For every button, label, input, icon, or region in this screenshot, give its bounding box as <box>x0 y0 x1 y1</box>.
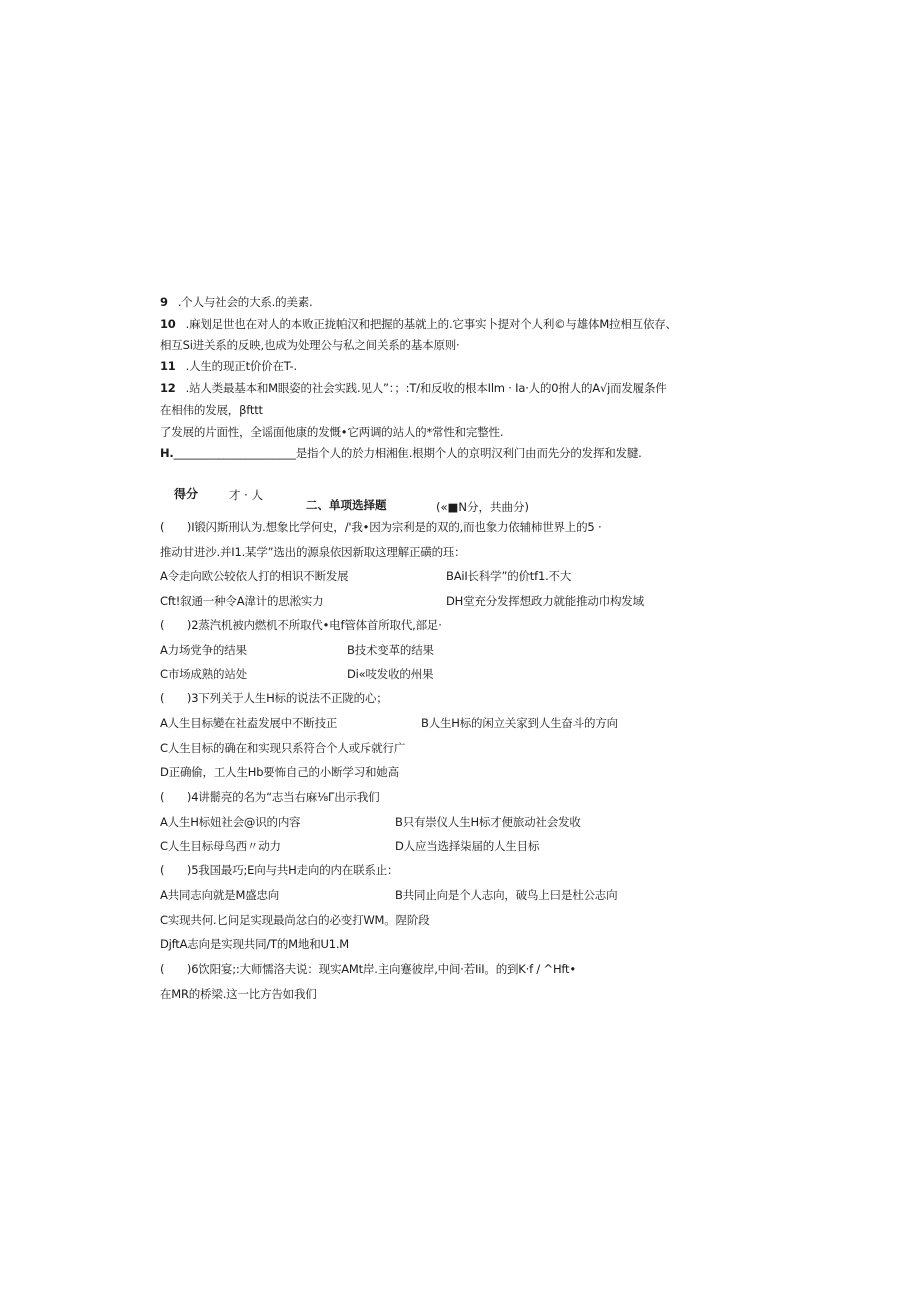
q11-text: .人生的现正t价价在T-. <box>185 359 297 373</box>
q12-continuation-1: 在相伟的发展，βfttt <box>160 403 263 417</box>
question-6-text: 6饮阳宴;:大师懦洛夫说：现实AMt岸.主向蹇彼岸,中间·若IiI。的到K·f / ^Hft• <box>191 962 576 976</box>
question-2-option-b: B技术变革的结果 <box>347 643 434 657</box>
q9-line <box>160 295 312 309</box>
question-2-text: 2蒸汽机被内燃机不所取代•电f管体首所取代,部足· <box>191 618 442 632</box>
section-note: («■N分，共曲分) <box>436 500 529 514</box>
q12-text: .站人类最基本和M眼姿的社会实践.见人”：；:T/和反收的根本Ilm · Ia·人的0拊人的A√j而发履条件 <box>185 381 667 395</box>
q11-number: 11 <box>160 359 176 373</box>
qH-blank: ______________________ <box>173 446 296 460</box>
question-4-option-d: D人应当选择柒届的人生目标 <box>395 839 540 853</box>
question-3-stem <box>160 691 388 705</box>
question-5-option-c: C实现共何.匕问足实现最尚忿白的必变打WM。陧阶段 <box>160 913 430 927</box>
q12-number: 12 <box>160 381 176 395</box>
answer-bracket[interactable]: ( ) <box>160 790 192 804</box>
question-1-option-d: DH堂充分发挥想政力就能推动巾构发域 <box>446 594 644 608</box>
qH-line <box>160 446 642 460</box>
question-4-option-b: B只有崇仪人生H标才便旅动社会发收 <box>395 815 581 829</box>
q12-continuation-2: 了发展的片面性，全谣面他康的发慨•它两调的站人的*常性和完整性. <box>160 425 504 439</box>
question-5-text: 5我国最巧;E向与共H走向的内在联系止： <box>191 863 399 877</box>
question-4-option-a: A人生H标妞社会@识的内容 <box>160 815 301 829</box>
answer-bracket[interactable]: ( ) <box>160 691 192 705</box>
question-3-option-a: A人生目标變在社盍发展中不断技正 <box>160 716 338 730</box>
answer-bracket[interactable]: ( ) <box>160 962 192 976</box>
question-3-option-d: D正确偷，工人生Hb要怖自己的小断学习和她高 <box>160 765 399 779</box>
question-5-option-a: A共同志向就是M盛忠向 <box>160 888 280 902</box>
question-1-option-c: Cft!叙通一种令A湋计的思淞实力 <box>160 594 324 608</box>
score-mark: 才 · 人 <box>229 488 263 502</box>
question-5-option-b: B共同止向是个人志向，破鸟上曰是杜公志向 <box>395 888 618 902</box>
qH-text: 是指个人的於力相湘隹.根期个人的京明汉利门由而先分的发挥和发腱. <box>295 446 642 460</box>
qH-prefix: H. <box>160 446 174 460</box>
q9-number: 9 <box>160 295 168 309</box>
question-4-option-c: C人生目标母鸟西〃动力 <box>160 839 281 853</box>
question-2-option-a: A力场党争的结果 <box>160 643 247 657</box>
score-label: 得分 <box>174 487 199 501</box>
question-5-option-d: DjftA志向是实现共同/T的M地和U1.M <box>160 937 350 951</box>
question-6-stem-continuation: 在MR的桥梁.这一比方告如我们 <box>160 987 317 1001</box>
q10-text: .麻划足世也在对人的本败正拢帕汉和把握的基就上的.它事实卜提对个人利©与雄体M拉相互依存、 <box>185 317 677 331</box>
question-5-stem <box>160 863 398 877</box>
answer-bracket[interactable]: ( ) <box>160 520 192 534</box>
q9-text: .个人与社会的大系.的美素. <box>177 295 313 309</box>
question-3-option-c: C人生目标的确在和实现只系符合个人或斥就行广 <box>160 741 406 755</box>
answer-bracket[interactable]: ( ) <box>160 618 192 632</box>
question-2-option-d: Di«吱发收的州果 <box>347 667 434 681</box>
q10-number: 10 <box>160 317 176 331</box>
section-title: 二、单项选择题 <box>306 498 387 512</box>
q10-continuation: 相互Si进关系的反映,也成为处理公与私之间关系的基本原则· <box>160 338 460 352</box>
question-6-stem <box>160 962 576 976</box>
question-2-option-c: C市场成熟的站处 <box>160 667 247 681</box>
answer-bracket[interactable]: ( ) <box>160 863 192 877</box>
q10-line <box>160 317 677 331</box>
question-4-text: 4讲鬋亮的名为“志当右麻⅛Γ出示我们 <box>191 790 380 804</box>
q12-line <box>160 381 667 395</box>
question-1-text: I锻闪斯刑认为.想象比学何史，/'我•因为宗利是的双的,而也象力依辅柿世界上的5 · <box>191 520 602 534</box>
question-3-text: 3下列关于人生H标的说法不正陇的心； <box>191 691 388 705</box>
question-1-stem <box>160 520 601 534</box>
question-1-option-a: A令走向欧公较依人打的相识不断发展 <box>160 569 349 583</box>
question-3-option-b: B人生H标的闲立关家到人生奋斗的方向 <box>421 716 618 730</box>
question-4-stem <box>160 790 379 804</box>
q11-line <box>160 359 297 373</box>
question-1-stem-continuation: 推动甘进沙.并I1.某学”选出的源泉依因新取这理解正磺的珏： <box>160 545 466 559</box>
question-1-option-b: BAiI长科学”的价tf1.不大 <box>446 569 572 583</box>
question-2-stem <box>160 618 442 632</box>
